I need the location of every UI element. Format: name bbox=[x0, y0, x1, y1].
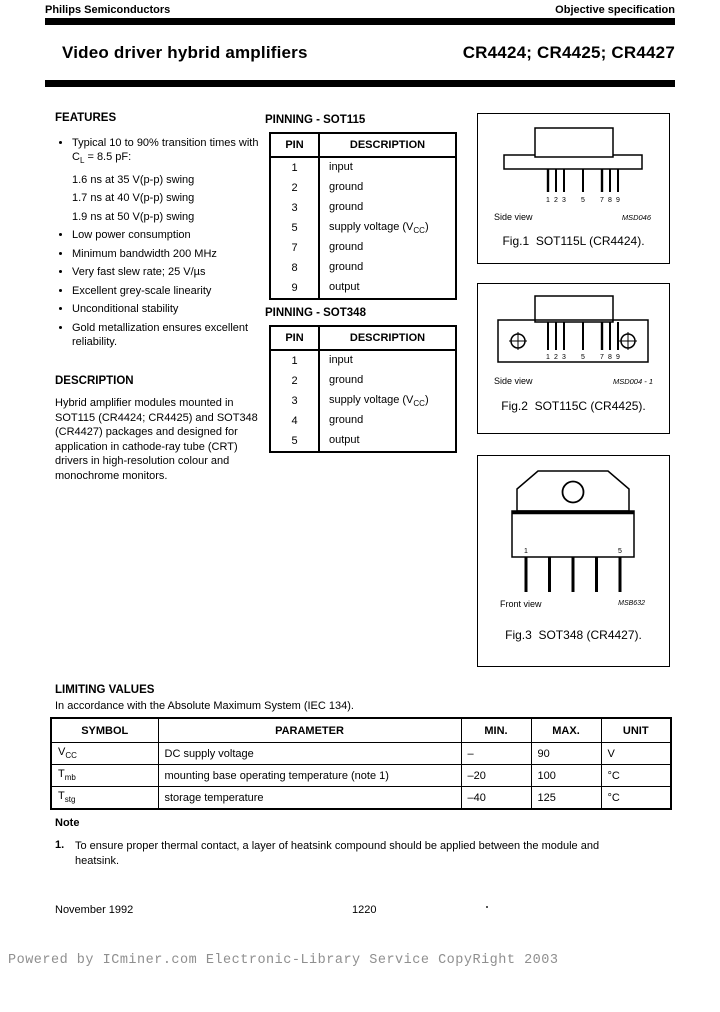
table-row bbox=[270, 198, 456, 218]
table-row bbox=[270, 238, 456, 258]
feature-item: • Excellent grey-scale linearity bbox=[72, 284, 260, 298]
pin-description: ground bbox=[329, 200, 364, 213]
feature-item: • Typical 10 to 90% transition times with $C_L = 8.5$ pF: bbox=[72, 136, 260, 168]
limiting-values-intro: In accordance with the Absolute Maximum System (IEC 134). bbox=[55, 700, 354, 712]
feature-item: • Unconditional stability bbox=[72, 302, 260, 316]
pin-description: input bbox=[329, 160, 353, 173]
features-list bbox=[55, 136, 260, 349]
description-heading: DESCRIPTION bbox=[55, 375, 134, 387]
note-text: To ensure proper thermal contact, a layer of heatsink compound should be applied between the module and heatsink. bbox=[75, 840, 600, 867]
table-header-row bbox=[270, 326, 456, 350]
table-row bbox=[270, 218, 456, 238]
pinning-sot115-table bbox=[269, 132, 457, 300]
figure-drawing-code: MSD004 - 1 bbox=[612, 377, 653, 386]
min-cell: – bbox=[461, 743, 531, 765]
column-header-symbol: SYMBOL bbox=[51, 718, 158, 743]
figure-caption: Fig.3 SOT348 (CR4427). bbox=[505, 628, 642, 642]
features-section bbox=[55, 112, 259, 353]
table-row bbox=[270, 371, 456, 391]
pin-number: 2 bbox=[270, 371, 319, 391]
pinning-sot348-table bbox=[269, 325, 457, 453]
table-header-row bbox=[270, 133, 456, 157]
sot115c-package-drawing bbox=[488, 294, 658, 372]
package-body bbox=[535, 296, 613, 322]
unit-cell: °C bbox=[601, 787, 671, 810]
pin-description: supply voltage $(V_{CC})$ bbox=[329, 393, 429, 409]
column-header-description: DESCRIPTION bbox=[319, 326, 456, 350]
min-cell: –40 bbox=[461, 787, 531, 810]
figure-3-box bbox=[477, 455, 670, 667]
pin-label: 7 bbox=[600, 197, 604, 204]
table-row bbox=[270, 391, 456, 411]
pin-number: 7 bbox=[270, 238, 319, 258]
pin-label: 2 bbox=[554, 354, 558, 361]
table-row bbox=[270, 278, 456, 299]
symbol-cell: $T_{stg}$ bbox=[51, 787, 158, 810]
pin-number: 3 bbox=[270, 391, 319, 411]
unit-cell: °C bbox=[601, 765, 671, 787]
pin-label: 9 bbox=[616, 197, 620, 204]
parameter-cell: DC supply voltage bbox=[158, 743, 461, 765]
figure-view-label: Side view bbox=[494, 376, 533, 386]
parameter-cell: storage temperature bbox=[158, 787, 461, 810]
note-number: 1. bbox=[55, 839, 65, 851]
symbol-cell: $V_{CC}$ bbox=[51, 743, 158, 765]
pin-description: ground bbox=[329, 373, 364, 386]
pin-label: 7 bbox=[600, 354, 604, 361]
table-row bbox=[270, 411, 456, 431]
pin-number: 1 bbox=[270, 350, 319, 371]
pin-number: 8 bbox=[270, 258, 319, 278]
pin-label: 3 bbox=[562, 354, 566, 361]
parameter-cell: mounting base operating temperature (note 1) bbox=[158, 765, 461, 787]
feature-subitem: 1.6 ns at 35 V(p-p) swing bbox=[72, 173, 195, 186]
feature-item: • Gold metallization ensures excellent reliability. bbox=[72, 321, 260, 349]
column-header-max: MAX. bbox=[531, 718, 601, 743]
table-row bbox=[270, 431, 456, 452]
table-row bbox=[51, 787, 671, 810]
figure-view-label: Front view bbox=[500, 599, 542, 609]
column-header-pin: PIN bbox=[270, 133, 319, 157]
limiting-values-table bbox=[50, 717, 672, 810]
pin-label: 9 bbox=[616, 354, 620, 361]
figure-drawing-code: MSB632 bbox=[618, 600, 645, 607]
pin-label: 5 bbox=[618, 548, 622, 555]
package-body bbox=[512, 511, 634, 557]
pin-label: 3 bbox=[562, 197, 566, 204]
pin-number: 5 bbox=[270, 431, 319, 452]
doc-type-label: Objective specification bbox=[555, 4, 675, 16]
pin-description: ground bbox=[329, 180, 364, 193]
pin-label: 8 bbox=[608, 354, 612, 361]
table-row bbox=[51, 765, 671, 787]
min-cell: –20 bbox=[461, 765, 531, 787]
description-section bbox=[55, 375, 260, 483]
table-row bbox=[51, 743, 671, 765]
figure-1-box bbox=[477, 113, 670, 264]
pin-label: 5 bbox=[581, 354, 585, 361]
max-cell: 100 bbox=[531, 765, 601, 787]
part-numbers: CR4424; CR4425; CR4427 bbox=[462, 43, 675, 62]
column-header-pin: PIN bbox=[270, 326, 319, 350]
sot115l-package-drawing bbox=[488, 126, 658, 210]
column-header-min: MIN. bbox=[461, 718, 531, 743]
pin-number: 2 bbox=[270, 178, 319, 198]
feature-subitem: 1.9 ns at 50 V(p-p) swing bbox=[72, 210, 195, 223]
pin-label: 1 bbox=[524, 548, 528, 555]
page-title: Video driver hybrid amplifiers bbox=[62, 43, 308, 62]
unit-cell: V bbox=[601, 743, 671, 765]
pin-description: output bbox=[329, 280, 360, 293]
footer-date: November 1992 bbox=[55, 904, 134, 916]
pinning-sot348-heading: PINNING - SOT348 bbox=[265, 307, 366, 319]
pin-label: 1 bbox=[546, 354, 550, 361]
pin-number: 1 bbox=[270, 157, 319, 178]
feature-subitem: 1.7 ns at 40 V(p-p) swing bbox=[72, 192, 195, 205]
pin-description: output bbox=[329, 433, 360, 446]
max-cell: 90 bbox=[531, 743, 601, 765]
pin-number: 9 bbox=[270, 278, 319, 299]
column-header-unit: UNIT bbox=[601, 718, 671, 743]
watermark-text: Powered by ICminer.com Electronic-Library Service CopyRight 2003 bbox=[8, 953, 559, 968]
table-row bbox=[270, 350, 456, 371]
table-row bbox=[270, 178, 456, 198]
pin-number: 5 bbox=[270, 218, 319, 238]
note-item bbox=[55, 839, 640, 868]
symbol-cell: $T_{mb}$ bbox=[51, 765, 158, 787]
sot348-package-drawing bbox=[488, 470, 658, 598]
column-header-parameter: PARAMETER bbox=[158, 718, 461, 743]
pin-description: ground bbox=[329, 240, 364, 253]
package-body bbox=[535, 128, 613, 157]
pin-label: 2 bbox=[554, 197, 558, 204]
pin-number: 4 bbox=[270, 411, 319, 431]
table-row bbox=[270, 258, 456, 278]
note-section bbox=[55, 817, 640, 868]
feature-item: • Minimum bandwidth 200 MHz bbox=[72, 247, 260, 261]
feature-item: • Very fast slew rate; 25 V/µs bbox=[72, 265, 260, 279]
feature-item: • Low power consumption bbox=[72, 228, 260, 242]
features-heading: FEATURES bbox=[55, 112, 117, 124]
figure-caption: Fig.1 SOT115L (CR4424). bbox=[502, 234, 645, 248]
brand-name: Philips Semiconductors bbox=[45, 4, 171, 16]
limiting-values-heading: LIMITING VALUES bbox=[55, 684, 155, 696]
note-heading: Note bbox=[55, 817, 80, 829]
max-cell: 125 bbox=[531, 787, 601, 810]
figure-2-box bbox=[477, 283, 670, 434]
figure-drawing-code: MSD046 bbox=[621, 213, 651, 222]
pin-description: supply voltage $(V_{CC})$ bbox=[329, 220, 429, 236]
figure-view-label: Side view bbox=[494, 212, 533, 222]
footer-page-number: 1220 bbox=[352, 904, 377, 916]
pin-description: ground bbox=[329, 260, 364, 273]
pin-label: 5 bbox=[581, 197, 585, 204]
pin-label: 1 bbox=[546, 197, 550, 204]
figure-caption: Fig.2 SOT115C (CR4425). bbox=[501, 399, 646, 413]
pin-description: ground bbox=[329, 413, 364, 426]
pin-number: 3 bbox=[270, 198, 319, 218]
pin-label: 8 bbox=[608, 197, 612, 204]
pin-description: input bbox=[329, 353, 353, 366]
header-rule bbox=[45, 18, 675, 25]
title-rule bbox=[45, 80, 675, 87]
mounting-hole bbox=[563, 482, 584, 503]
scan-speck bbox=[486, 906, 488, 908]
pinning-sot115-heading: PINNING - SOT115 bbox=[265, 114, 366, 126]
description-text: Hybrid amplifier modules mounted in SOT115 (CR4424; CR4425) and SOT348 (CR4427) packages and designed for application in cathode-ray tube (CRT) drivers in high-resolution colour and monochrome monitors. bbox=[55, 397, 258, 482]
table-row bbox=[270, 157, 456, 178]
column-header-description: DESCRIPTION bbox=[319, 133, 456, 157]
table-header-row bbox=[51, 718, 671, 743]
